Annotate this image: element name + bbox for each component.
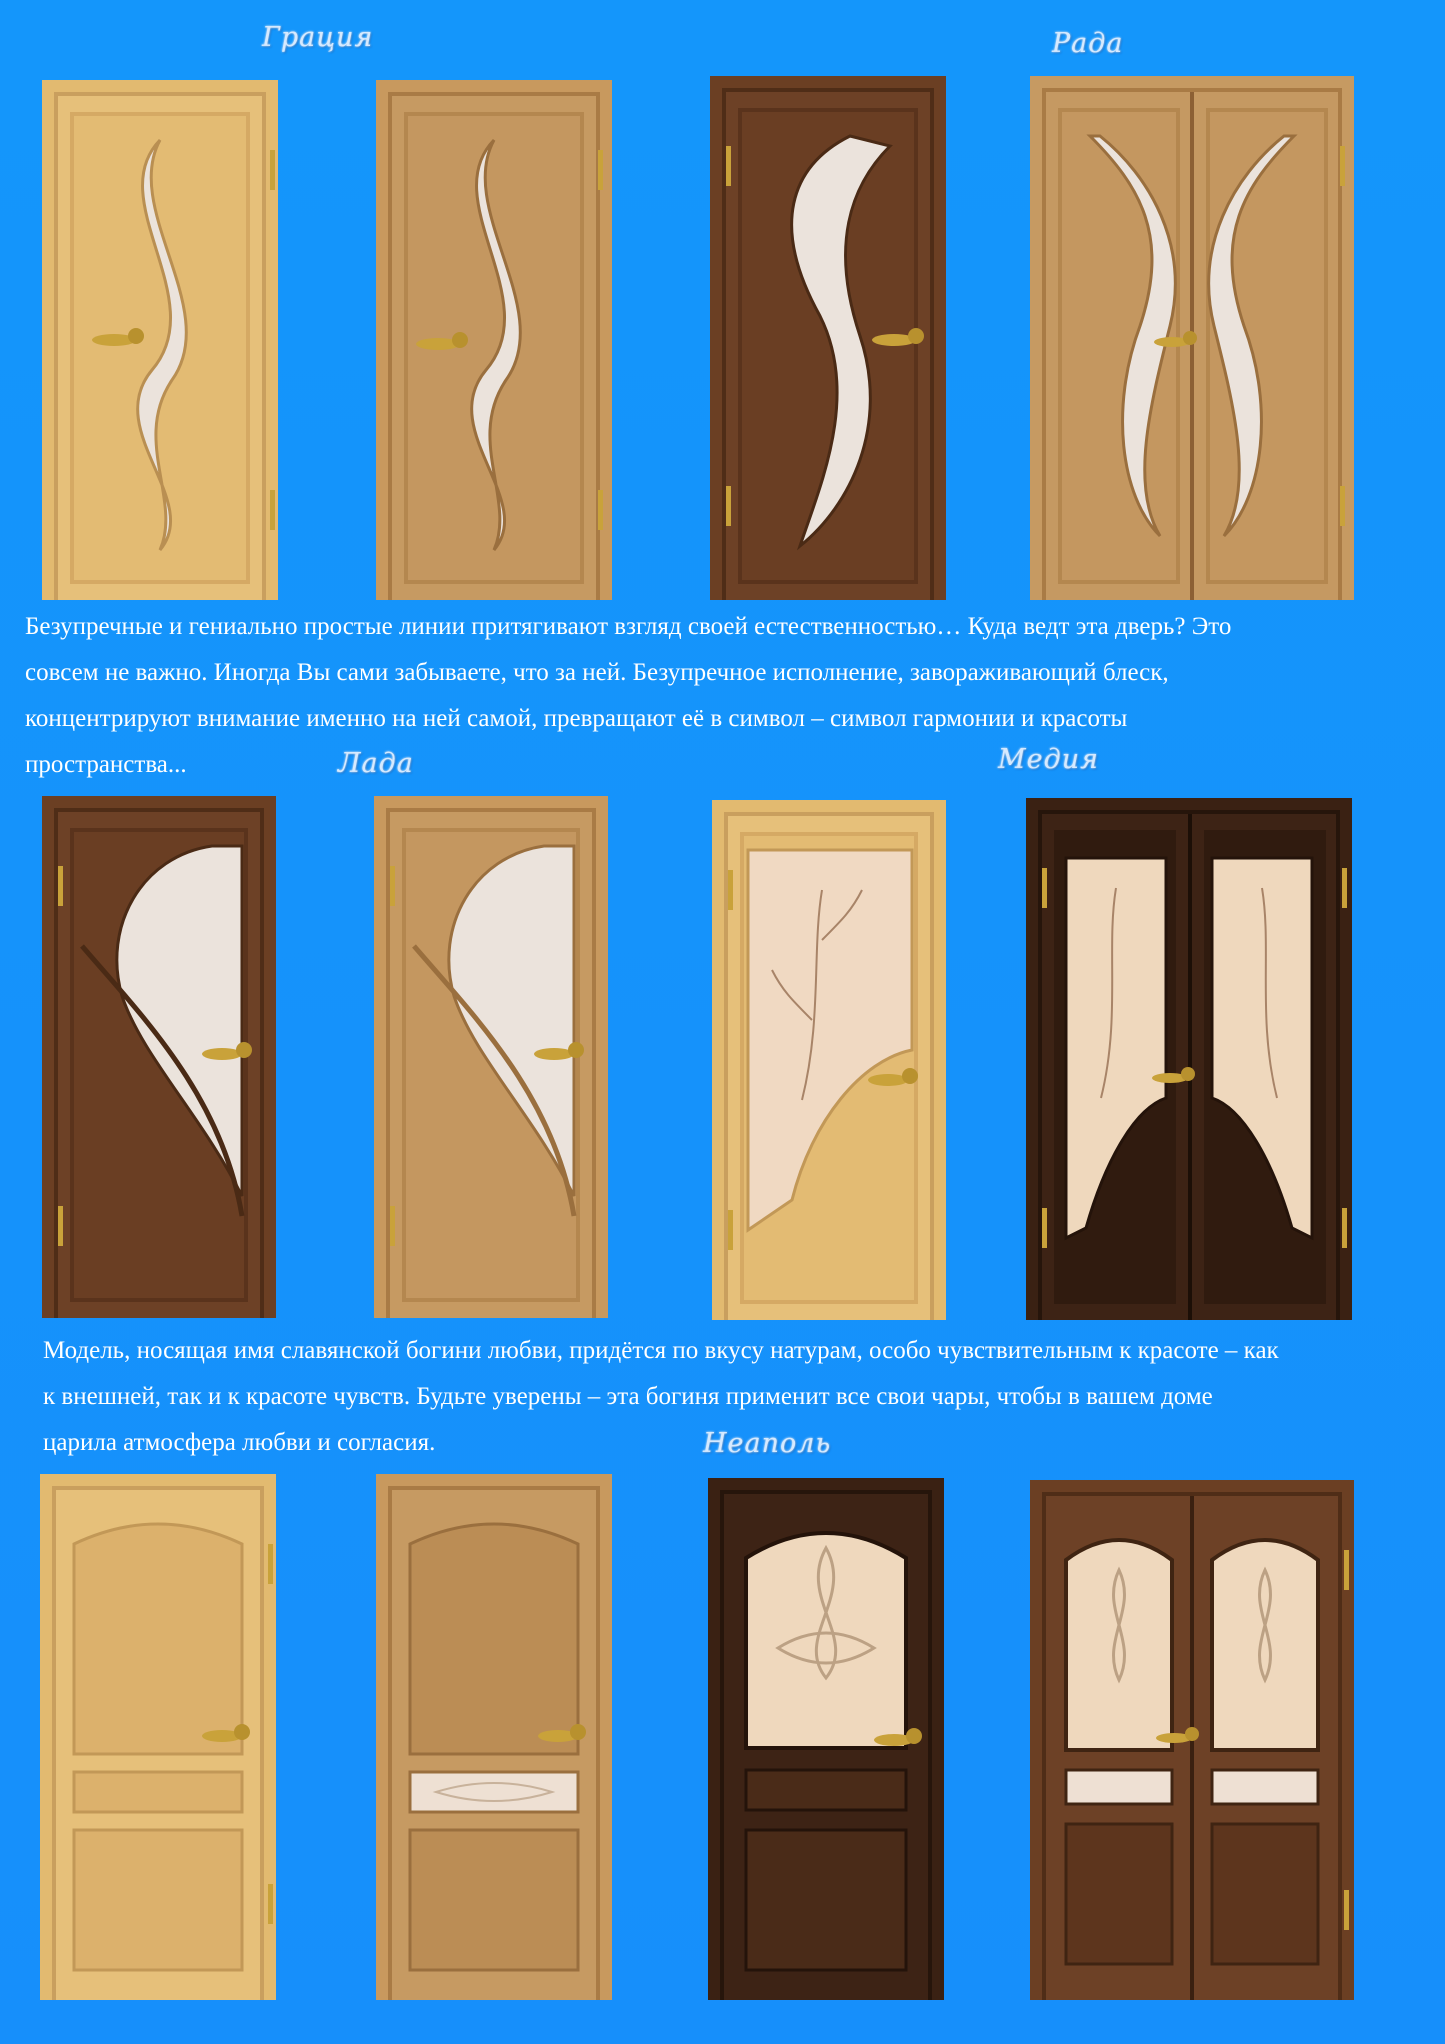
door-gratsiya-light-oak <box>42 80 278 600</box>
door-gratsiya-medium-oak <box>376 80 612 600</box>
door-mediya-light-oak <box>712 800 946 1320</box>
description-line: Модель, носящая имя славянской богини любви, придётся по вкусу натурам, особо чувствительным к красоте – как <box>43 1337 1279 1364</box>
model-title-rada: Рада <box>1052 28 1124 59</box>
door-lada-walnut <box>42 796 276 1318</box>
model-title-mediya: Медия <box>998 744 1100 775</box>
door-neapol-light-oak <box>40 1474 276 2000</box>
description-line: к внешней, так и к красоте чувств. Будьте уверены – эта богиня применит все свои чары, чтобы в вашем доме <box>43 1383 1213 1410</box>
description-line: Безупречные и гениально простые линии притягивают взгляд своей естественностью… Куда ведт эта дверь? Это <box>25 613 1232 640</box>
model-title-neapol: Неаполь <box>703 1428 832 1459</box>
door-mediya-double-wenge <box>1026 798 1352 1320</box>
door-lada-medium-oak <box>374 796 608 1318</box>
door-neapol-wenge <box>708 1478 944 2000</box>
description-line: царила атмосфера любви и согласия. <box>43 1429 436 1456</box>
model-title-lada: Лада <box>338 748 414 779</box>
door-rada-double <box>1030 76 1354 600</box>
door-neapol-medium-oak <box>376 1474 612 2000</box>
description-line: пространства... <box>25 751 187 778</box>
description-line: концентрируют внимание именно на ней самой, превращают её в символ – символ гармонии и красоты <box>25 705 1128 732</box>
model-title-gratsiya: Грация <box>262 22 374 53</box>
door-gratsiya-walnut <box>710 76 946 600</box>
door-neapol-double-walnut <box>1030 1480 1354 2000</box>
description-line: совсем не важно. Иногда Вы сами забываете, что за ней. Безупречное исполнение, завораживающий блеск, <box>25 659 1169 686</box>
